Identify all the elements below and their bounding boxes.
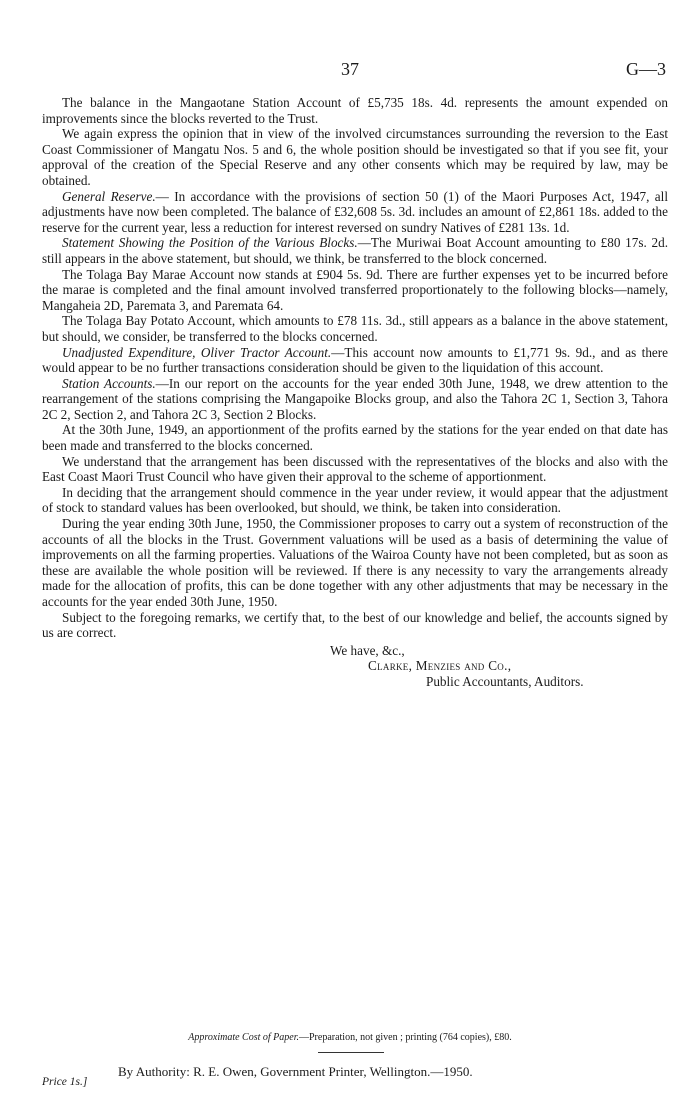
paragraph-heading: Unadjusted Expenditure, Oliver Tractor Account. — [62, 344, 332, 360]
cost-of-paper-note — [0, 1030, 700, 1046]
paragraph-text: The balance in the Mangaotane Station Account of £5,735 18s. 4d. represents the amount expended on improvements since the blocks reverted to the Trust. — [42, 95, 668, 126]
paragraph — [42, 610, 668, 641]
paragraph-text: —This account now amounts to £1,771 9s. 9d., and as there would appear to be no further transactions consideration should be given to the liquidation of this account. — [42, 344, 669, 376]
paragraph-text: —In our report on the accounts for the year ended 30th June, 1948, we drew attention to the rearrangement of the stations comprising the Mangapoike Blocks group, and also the Tahora 2C 1, Section 3, Tahora 2C 2, Section 2, and Tahora 2C 3, Section 2 Blocks. — [42, 375, 668, 422]
page-number: 37 — [341, 59, 359, 79]
footer-rule — [318, 1052, 384, 1053]
paragraph-text: We again express the opinion that in view of the involved circumstances surrounding the reversion to the East Coast Commissioner of Mangatu Nos. 5 and 6, the whole position should be investigated so that if you see fit, your approval of the creation of the Special Reserve and any other consents which may be required by law, may be obtained. — [42, 126, 668, 188]
cost-label: Approximate Cost of Paper. — [188, 1032, 299, 1043]
paragraph-text: The Tolaga Bay Potato Account, which amounts to £78 11s. 3d., still appears as a balance in the above statement, but should, we consider, be transferred to the blocks concerned. — [42, 313, 668, 344]
paragraph — [42, 95, 668, 126]
paragraph-text: In deciding that the arrangement should commence in the year under review, it would appear that the adjustment of stock to standard values has been overlooked, but should, we think, be taken into consideration. — [42, 484, 668, 516]
paragraph — [42, 189, 668, 236]
paragraph-heading: Statement Showing the Position of the Various Blocks. — [62, 235, 358, 251]
paragraph-text: During the year ending 30th June, 1950, the Commissioner proposes to carry out a system of reconstruction of the accounts of all the blocks in the Trust. Government valuations will be used as a basis of determining the value of improvements on all the farming properties. Valuations of the Wairoa County have not been completed, but as soon as these are available the whole position will be reviewed. If there is any necessity to vary the arrangements already made for the allocation of profits, this can be done together with any other adjustments that may be necessary in the accounts for the year ended 30th June, 1950. — [42, 516, 668, 609]
signature-block — [42, 643, 668, 690]
signature-greeting: We have, &c., — [330, 642, 405, 658]
price-note: Price 1s.] — [42, 1076, 88, 1088]
report-body — [42, 95, 668, 690]
paragraph — [42, 454, 668, 485]
paragraph-heading: General Reserve. — [62, 188, 156, 204]
paragraph — [42, 516, 668, 610]
paragraph-text: — In accordance with the provisions of section 50 (1) of the Maori Purposes Act, 1947, all adjustments have now been completed. The balance of £32,608 5s. 3d. includes an amount of £2,861 18s. added to the reserve for the current year, less a reduction for interest reversed on sundry Natives of £281 13s. 1d. — [42, 188, 668, 235]
paragraph-list — [42, 95, 668, 641]
paragraph-text: We understand that the arrangement has been discussed with the representatives of the blocks and also with the East Coast Maori Trust Council who have given their approval to the scheme of apportionment. — [42, 453, 668, 485]
document-reference: G—3 — [626, 59, 666, 79]
signature-firm: Clarke, Menzies and Co., — [368, 658, 512, 674]
paragraph — [42, 376, 668, 423]
paragraph — [42, 126, 668, 188]
paragraph-heading: Station Accounts. — [62, 375, 156, 391]
paragraph-text: —The Muriwai Boat Account amounting to £80 17s. 2d. still appears in the above statement, but should, we think, be transferred to the block concerned. — [42, 235, 669, 266]
paragraph — [42, 422, 668, 453]
signature-role: Public Accountants, Auditors. — [426, 673, 584, 689]
paragraph-text: The Tolaga Bay Marae Account now stands at £904 5s. 9d. There are further expenses yet to be incurred before the marae is completed and the final amount involved transferred proportionately to the following blocks—namely, Mangaheia 2D, Paremata 3, and Paremata 64. — [42, 266, 668, 313]
paragraph — [42, 235, 668, 266]
paragraph — [42, 313, 668, 344]
paragraph — [42, 345, 668, 376]
paragraph-text: At the 30th June, 1949, an apportionment of the profits earned by the stations for the year ended on that date has been made and transferred to the blocks concerned. — [42, 422, 668, 454]
paragraph-text: Subject to the foregoing remarks, we certify that, to the best of our knowledge and belief, the accounts signed by us are correct. — [42, 609, 668, 641]
paragraph — [42, 485, 668, 516]
paragraph — [42, 267, 668, 314]
printer-authority: By Authority: R. E. Owen, Government Printer, Wellington.—1950. — [118, 1064, 473, 1079]
cost-text: —Preparation, not given ; printing (764 copies), £80. — [298, 1032, 512, 1043]
